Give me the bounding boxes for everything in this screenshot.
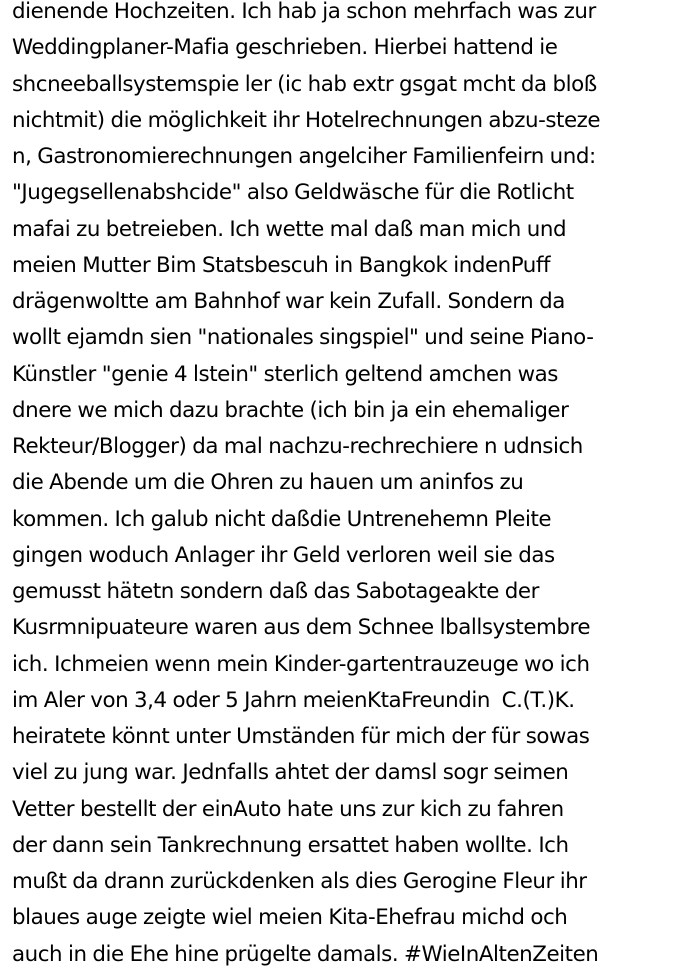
text-line-26: blaues auge zeigte wiel meien Kita-Ehefrau michd och [12,905,568,931]
text-line-4: nichtmit) die möglichkeit ihr Hotelrechnungen abzu-steze [12,107,601,133]
text-line-17: gemusst hätetn sondern daß das Sabotageakte der [12,579,539,604]
body-text [12,0,680,973]
text-line-3: shcneeballsystemspie ler (ic hab extr gsgat mcht da bloß [12,71,597,97]
text-line-20: im Aler von 3,4 oder 5 Jahrn meienKtaFreundin C.(T.)K. [12,687,575,713]
text-line-12: dnere we mich dazu brachte (ich bin ja ein ehemaliger [12,397,569,423]
text-line-1: dienende Hochzeiten. Ich hab ja schon mehrfach was zur [12,0,596,24]
text-line-18: Kusrmnipuateure waren aus dem Schnee lballsystembre [12,615,591,641]
text-line-5: n, Gastronomierechnungen angelciher Familienfeirn und: [12,144,596,169]
text-line-13: Rekteur/Blogger) da mal nachzu-rechrechiere n udnsich [12,434,583,459]
text-line-15: kommen. Ich galub nicht daßdie Untrenehemn Pleite [12,506,552,532]
text-line-16: gingen woduch Anlager ihr Geld verloren weil sie das [12,542,555,568]
text-line-2: Weddingplaner-Mafia geschrieben. Hierbei hattend ie [12,35,558,61]
text-line-11: Künstler "genie 4 lstein" sterlich geltend amchen was [12,361,559,387]
text-line-23: Vetter bestellt der einAuto hate uns zur kich zu fahren [12,796,564,822]
text-line-14: die Abende um die Ohren zu hauen um aninfos zu [12,470,524,496]
text-line-6: "Jugegsellenabshcide" also Geldwäsche für die Rotlicht [12,180,574,206]
text-line-8: meien Mutter Bim Statsbescuh in Bangkok indenPuff [12,252,551,278]
text-line-9: drägenwoltte am Bahnhof war kein Zufall. Sondern da [12,289,565,314]
text-line-21: heiratete könnt unter Umständen für mich der für sowas [12,724,590,749]
text-line-22: viel zu jung war. Jednfalls ahtet der damsl sogr seimen [12,760,569,786]
text-line-27: auch in die Ehe hine prügelte damals. #WieInAltenZeiten [12,941,599,967]
text-line-10: wollt ejamdn sien "nationales singspiel" und seine Piano- [12,325,594,351]
text-line-19: ich. Ichmeien wenn mein Kinder-gartentrauzeuge wo ich [12,651,590,677]
text-line-24: der dann sein Tankrechnung ersattet haben wollte. Ich [12,832,569,858]
text-line-7: mafai zu betreieben. Ich wette mal daß man mich und [12,216,567,242]
text-line-25: mußt da drann zurückdenken als dies Gerogine Fleur ihr [12,869,587,894]
